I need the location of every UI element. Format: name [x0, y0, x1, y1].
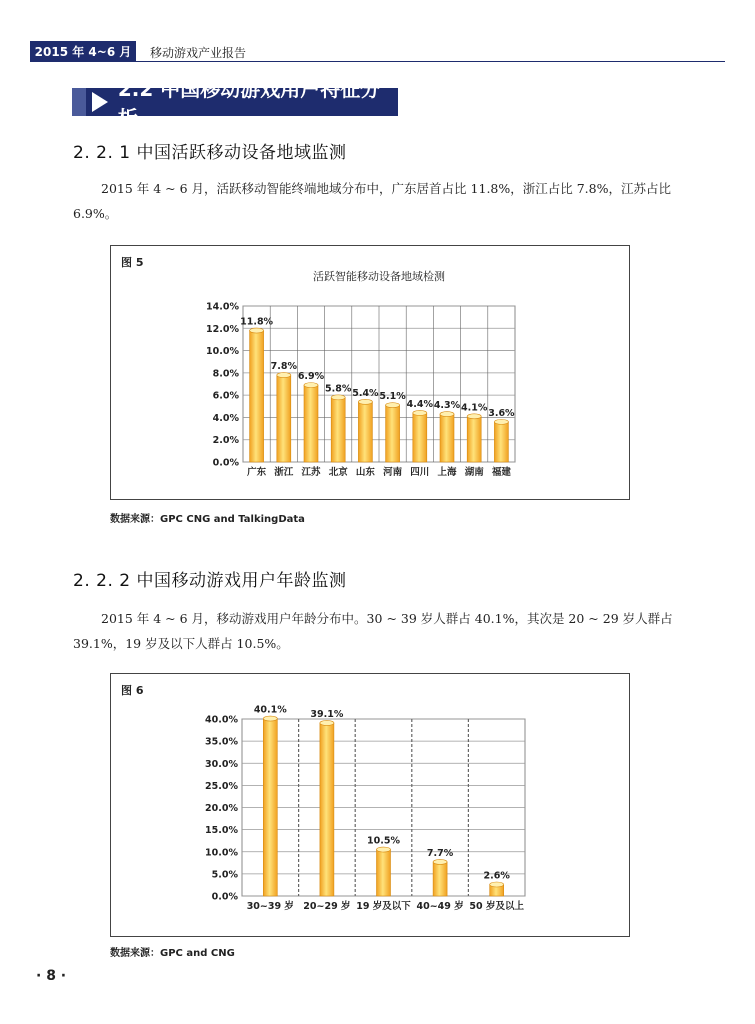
y-tick-label: 14.0%: [206, 301, 239, 313]
bar-8: [440, 412, 454, 462]
bar: [358, 402, 372, 462]
y-tick-label: 4.0%: [212, 412, 239, 424]
bar-4: [331, 395, 345, 462]
bar-9: [467, 414, 481, 462]
category-label: 山东: [355, 467, 375, 478]
category-label: 四川: [410, 467, 430, 478]
figure-6-label: 图 6: [121, 684, 144, 697]
sub2-heading: 2. 2. 2 中国移动游戏用户年龄监测: [73, 571, 347, 591]
bar-4: [433, 859, 447, 896]
bar-cap: [440, 412, 454, 417]
value-label: 40.1%: [253, 704, 287, 716]
y-tick-label: 10.0%: [206, 346, 239, 358]
chart-5: [111, 246, 629, 499]
bar: [304, 385, 318, 462]
section-banner: [72, 77, 398, 130]
bar-2: [277, 373, 291, 462]
bar-cap: [320, 720, 334, 725]
figure-6: [110, 673, 630, 937]
category-label: 30~39 岁: [246, 901, 294, 912]
bar: [494, 422, 508, 462]
y-tick-label: 2.0%: [212, 435, 239, 447]
category-label: 北京: [328, 467, 348, 478]
category-label: 浙江: [274, 467, 294, 478]
figure-5-source: 数据来源：GPC CNG and TalkingData: [110, 514, 305, 525]
value-label: 2.6%: [483, 870, 510, 882]
bar-cap: [304, 383, 318, 388]
chart-6: [111, 674, 629, 936]
y-tick-label: 12.0%: [206, 323, 239, 335]
value-label: 7.8%: [270, 361, 297, 373]
value-label: 11.8%: [240, 316, 274, 328]
value-label: 3.6%: [488, 407, 515, 419]
value-label: 4.1%: [461, 402, 488, 414]
category-label: 50 岁及以上: [469, 901, 524, 912]
y-tick-label: 0.0%: [211, 891, 238, 903]
category-label: 上海: [437, 467, 457, 478]
bar-5: [358, 399, 372, 462]
chart-title: 活跃智能移动设备地域检测: [313, 270, 445, 283]
bar: [433, 862, 447, 896]
bar-1: [263, 716, 277, 896]
y-tick-label: 10.0%: [205, 847, 238, 859]
bar-cap: [413, 410, 427, 415]
category-label: 40~49 岁: [416, 901, 464, 912]
bar-cap: [331, 395, 345, 400]
y-tick-label: 40.0%: [205, 714, 238, 726]
bar-1: [250, 328, 264, 462]
category-label: 江苏: [301, 467, 321, 478]
value-label: 5.1%: [379, 391, 406, 403]
bar-5: [490, 882, 504, 896]
header-title: 移动游戏产业报告: [150, 46, 247, 60]
bar-3: [377, 847, 391, 896]
bar-2: [320, 720, 334, 896]
bar: [413, 413, 427, 462]
banner-accent: [72, 88, 86, 116]
value-label: 4.4%: [406, 398, 433, 410]
y-tick-label: 15.0%: [205, 825, 238, 837]
banner-arrow-icon: [92, 92, 108, 112]
bar-cap: [277, 373, 291, 378]
y-tick-label: 25.0%: [205, 780, 238, 792]
sub2-paragraph: 2015 年 4 ~ 6 月，移动游戏用户年龄分布中。30 ~ 39 岁人群占 40.1%，其次是 20 ~ 29 岁人群占 39.1%，19 岁及以下人群占 10.5%。: [73, 611, 673, 651]
bar: [377, 850, 391, 896]
sub1-heading: 2. 2. 1 中国活跃移动设备地域监测: [73, 143, 347, 163]
category-label: 河南: [383, 467, 403, 478]
bar-cap: [250, 328, 264, 333]
y-tick-label: 0.0%: [212, 457, 239, 469]
figure-6-source: 数据来源：GPC and CNG: [110, 948, 235, 959]
bar-cap: [386, 403, 400, 408]
page-header: [0, 0, 755, 64]
category-label: 湖南: [464, 467, 484, 478]
category-label: 19 岁及以下: [356, 901, 411, 912]
y-tick-label: 6.0%: [212, 390, 239, 402]
bar-cap: [263, 716, 277, 721]
bar-cap: [433, 859, 447, 864]
bar-cap: [494, 419, 508, 424]
y-tick-label: 8.0%: [212, 368, 239, 380]
bar-cap: [358, 399, 372, 404]
bar-10: [494, 419, 508, 462]
section-title: 2.2 中国移动游戏用户特征分析: [117, 77, 381, 130]
value-label: 39.1%: [310, 708, 344, 720]
bar: [250, 331, 264, 462]
y-tick-label: 5.0%: [211, 869, 238, 881]
y-tick-label: 20.0%: [205, 803, 238, 814]
bar: [331, 397, 345, 462]
bar-6: [386, 403, 400, 462]
bar-7: [413, 410, 427, 462]
sub1-paragraph: 2015 年 4 ~ 6 月，活跃移动智能终端地域分布中，广东居首占比 11.8%，浙江占比 7.8%，江苏占比 6.9%。: [73, 181, 671, 221]
value-label: 5.8%: [325, 383, 352, 395]
header-rule: [30, 61, 725, 62]
category-label: 广东: [247, 467, 267, 478]
bar-3: [304, 383, 318, 462]
bar-cap: [490, 882, 504, 887]
value-label: 6.9%: [297, 371, 325, 383]
bar: [440, 414, 454, 462]
value-label: 4.3%: [433, 400, 461, 412]
bar-cap: [377, 847, 391, 852]
category-label: 福建: [491, 467, 511, 478]
y-tick-label: 30.0%: [205, 758, 238, 770]
category-label: 20~29 岁: [303, 901, 351, 912]
bar: [467, 416, 481, 462]
bar: [263, 719, 277, 896]
figure-5: [110, 245, 630, 500]
bar: [277, 375, 291, 462]
figure-5-label: 图 5: [121, 256, 144, 269]
bar: [320, 723, 334, 896]
header-date-tab: 2015 年 4~6 月: [30, 41, 136, 61]
bar-cap: [467, 414, 481, 419]
bar: [386, 405, 400, 462]
y-tick-label: 35.0%: [205, 736, 238, 748]
value-label: 5.4%: [352, 387, 379, 399]
value-label: 7.7%: [426, 847, 454, 859]
value-label: 10.5%: [367, 835, 400, 847]
page-number: · 8 ·: [36, 968, 67, 984]
